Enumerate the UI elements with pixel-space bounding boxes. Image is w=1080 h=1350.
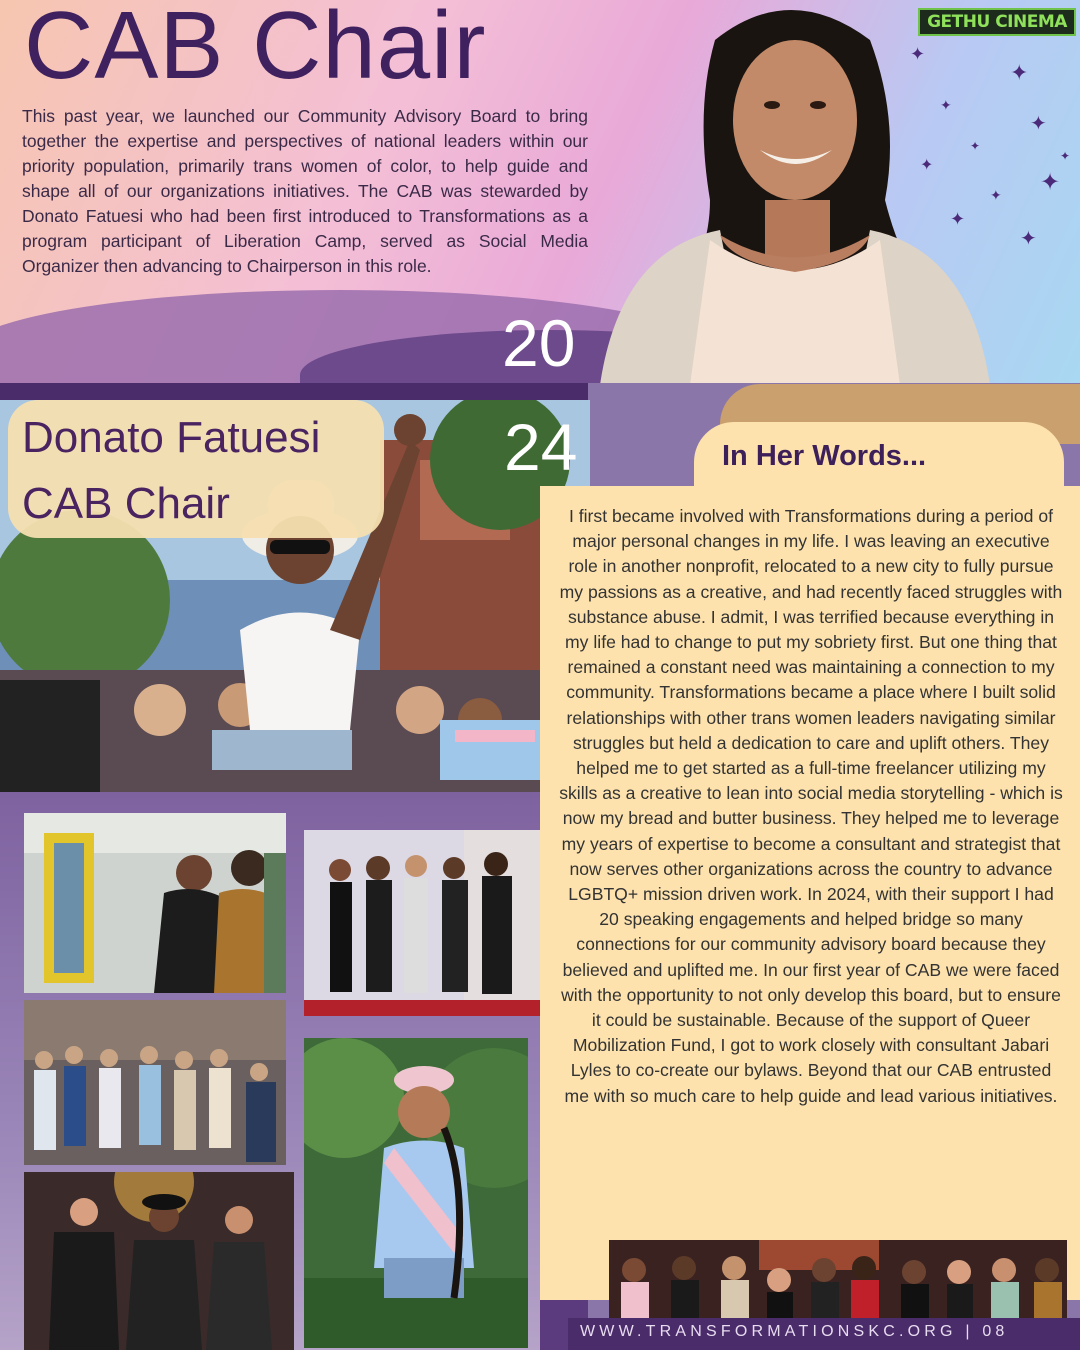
quote-heading: In Her Words... [722,440,927,472]
performers-photo [24,1172,294,1350]
quote-text: I first became involved with Transformations during a period of major personal changes in my life. I was leaving an executive role in another nonprofit, relocated to a new city to fully pursue my passions as a creative, and had recently faced struggles with substance abuse. I admit, I was terrified because everything in my life had to change to put my sobriety first. But one thing that remained a constant need was maintaining a connection to my community. Transformations became a place where I built solid relationships with other trans women leaders navigating similar struggles but held a dedication to care and uplift others. They helped me to get started as a full-time freelancer utilizing my skills as a creative to lean into social media storytelling - which is now my bread and butter business. They helped me to leverage my years of expertise to become a consultant and strategist that now serves other organizations across the country to advance LGBTQ+ mission driven work. In 2024, with their support I had 20 speaking engagements and helped bridge so many connections for our community advisory board because they believed and uplifted me. In our first year of CAB we were faced with the opportunity to not only develop this board, but to ensure it could be sustainable. Because of the support of Queer Mobilization Fund, I got to work closely with consultant Jabari Lyles to co-create our bylaws. Beyond that our CAB entrusted me with so much care to help guide and lead various initiatives. [559,506,1063,1106]
footer-url-page: WWW.TRANSFORMATIONSKC.ORG | 08 [580,1323,1009,1340]
svg-text:✦: ✦ [1040,169,1061,196]
person-name: Donato Fatuesi [22,413,321,462]
press-conference-photo [24,1000,286,1165]
person-role: CAB Chair [22,479,230,528]
watermark-logo: GETHU CINEMA [918,8,1076,36]
svg-text:✦: ✦ [950,209,966,229]
svg-text:✦: ✦ [1060,149,1071,163]
group-event-photo [304,830,540,1016]
svg-text:✦: ✦ [990,187,1002,203]
header-section [0,0,1080,385]
svg-text:✦: ✦ [940,97,952,113]
selfie-photo [24,813,286,993]
svg-text:✦: ✦ [1030,113,1047,135]
year-part-1: 20 [502,306,576,380]
svg-text:✦: ✦ [1010,60,1029,85]
svg-text:✦: ✦ [1020,228,1037,250]
svg-text:✦: ✦ [920,157,934,174]
svg-text:✦: ✦ [910,44,926,64]
portrait-in-garden-photo [304,1038,528,1348]
group-photo [609,1240,1067,1326]
sparkle-stars-decoration [900,40,1080,260]
page-title: CAB Chair [24,0,487,99]
year-part-2: 24 [504,410,578,484]
svg-text:✦: ✦ [970,139,981,153]
intro-paragraph: This past year, we launched our Community Advisory Board to bring together the expertise and perspectives of national leaders within our priority population, primarily trans women of color, to help guide and shape all of our organizations initiatives. The CAB was stewarded by Donato Fatuesi who had been first introduced to Transformations as a program participant of Liberation Camp, served as Social Media Organizer then advancing to Chairperson in this role. [22,106,588,276]
